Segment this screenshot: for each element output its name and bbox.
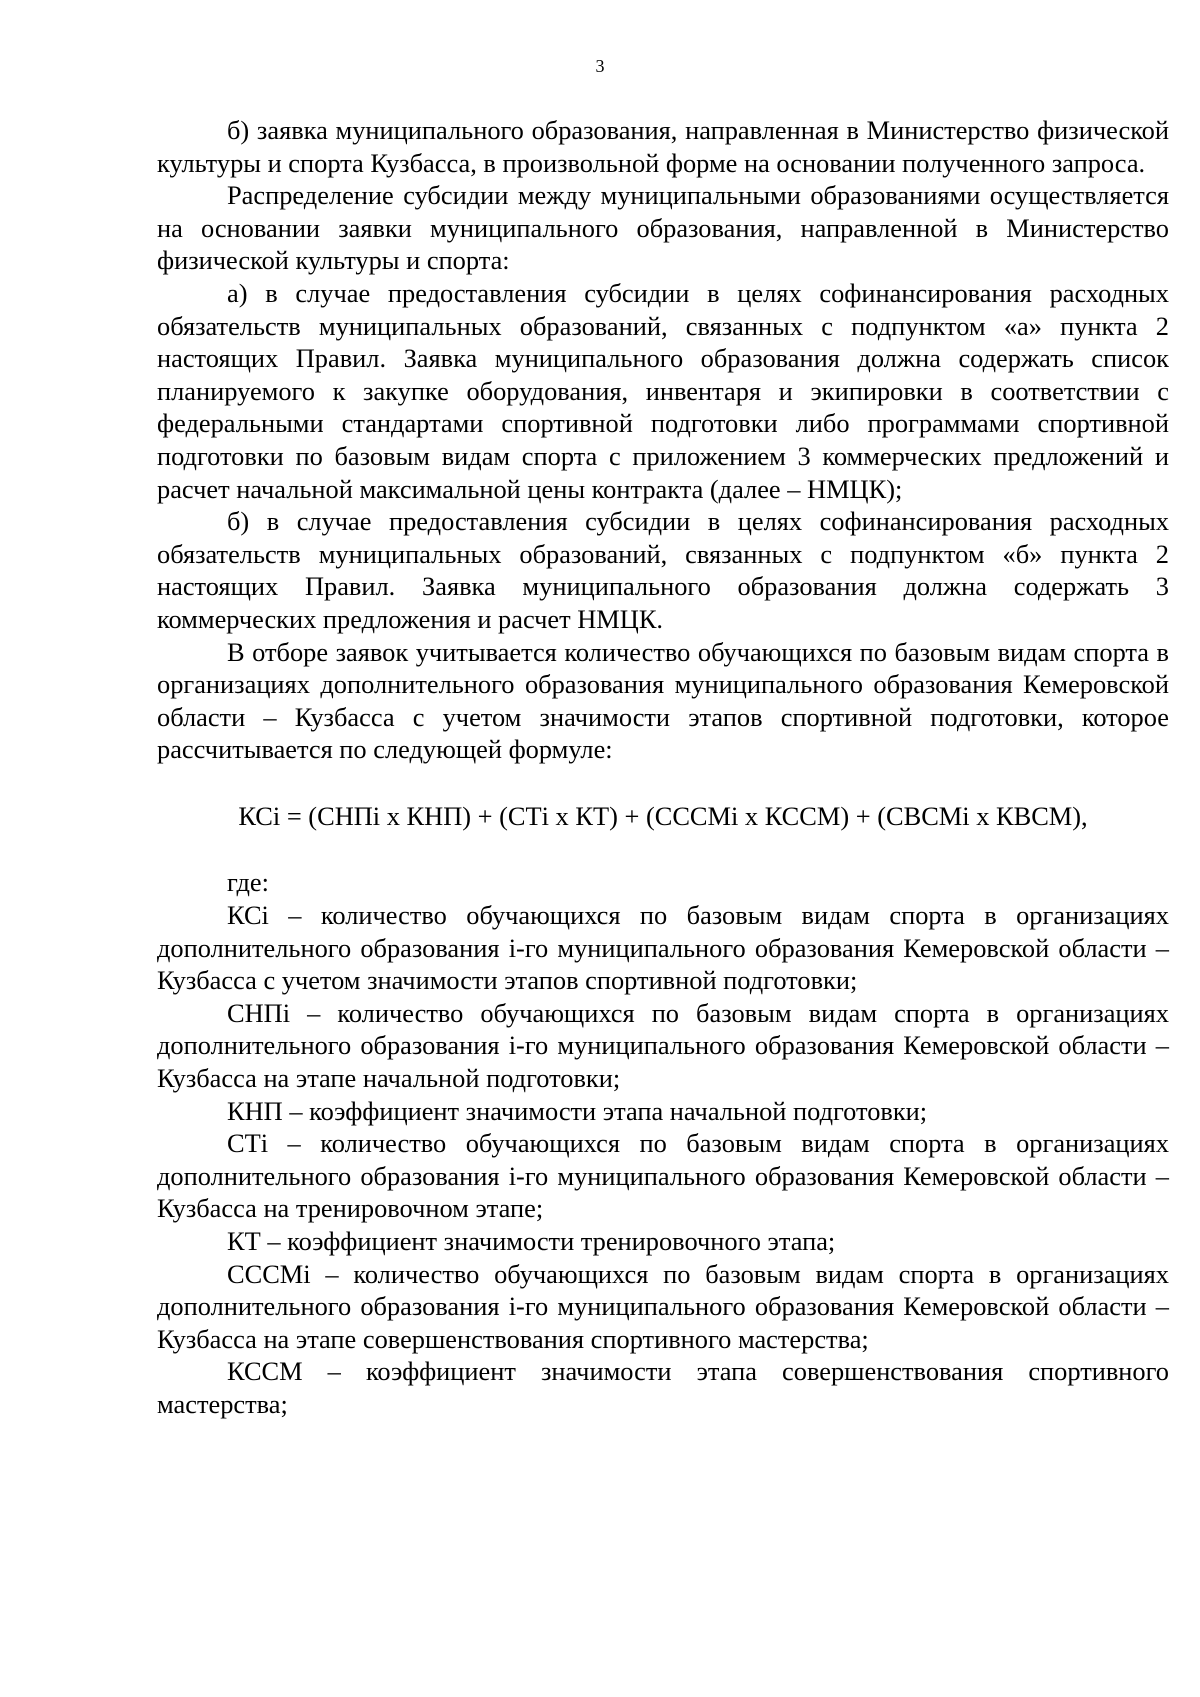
paragraph-case-a: а) в случае предоставления субсидии в целях софинансирования расходных обязательств муниципальных образований, связанных с подпунктом «а» пункта 2 настоящих Правил. Заявка муниципального образования должна содержать список планируемого к закупке оборудования, инвентаря и экипировки в соответствии с федеральными стандартами спортивной подготовки либо программами спортивной подготовки по базовым видам спорта с приложением 3 коммерческих предложений и расчет начальной максимальной цены контракта (далее – НМЦК); — [157, 277, 1169, 504]
definition-ksi: КСi – количество обучающихся по базовым видам спорта в организациях дополнительного образования i-го муниципального образования Кемеровской области – Кузбасса с учетом значимости этапов спортивной подготовки; — [157, 900, 1169, 996]
page-number: 3 — [595, 56, 605, 76]
definition-knp: КНП – коэффициент значимости этапа начальной подготовки; — [227, 1095, 928, 1126]
definition-sti: СТi – количество обучающихся по базовым видам спорта в организациях дополнительного образования i-го муниципального образования Кемеровской области – Кузбасса на тренировочном этапе; — [157, 1128, 1169, 1224]
definition-snpi: СНПi – количество обучающихся по базовым видам спорта в организациях дополнительного образования i-го муниципального образования Кемеровской области – Кузбасса на этапе начальной подготовки; — [157, 997, 1169, 1094]
paragraph-application-b: б) заявка муниципального образования, направленная в Министерство физической культуры и спорта Кузбасса, в произвольной форме на основании полученного запроса. — [157, 115, 1169, 178]
document-body — [157, 114, 1169, 1421]
paragraph-case-b: б) в случае предоставления субсидии в целях софинансирования расходных обязательств муниципальных образований, связанных с подпунктом «б» пункта 2 настоящих Правил. Заявка муниципального образования должна содержать 3 коммерческих предложения и расчет НМЦК. — [157, 506, 1169, 634]
definition-kssm: КССМ – коэффициент значимости этапа совершенствования спортивного мастерства; — [157, 1356, 1169, 1419]
paragraph-selection: В отборе заявок учитывается количество обучающихся по базовым видам спорта в организациях дополнительного образования муниципального образования Кемеровской области – Кузбасса с учетом значимости этапов спортивной подготовки, которое рассчитывается по следующей формуле: — [157, 636, 1169, 765]
definition-sssmi: СССМi – количество обучающихся по базовым видам спорта в организациях дополнительного образования i-го муниципального образования Кемеровской области – Кузбасса на этапе совершенствования спортивного мастерства; — [157, 1258, 1169, 1354]
paragraph-distribution: Распределение субсидии между муниципальными образованиями осуществляется на основании заявки муниципального образования, направленной в Министерство физической культуры и спорта: — [157, 180, 1169, 276]
formula: КСi = (СНПi х КНП) + (СТi х КТ) + (СССМi х КССМ) + (СВСМi х КВСМ), — [238, 800, 1088, 831]
definition-kt: КТ – коэффициент значимости тренировочного этапа; — [227, 1226, 836, 1256]
where-label: где: — [227, 867, 269, 898]
